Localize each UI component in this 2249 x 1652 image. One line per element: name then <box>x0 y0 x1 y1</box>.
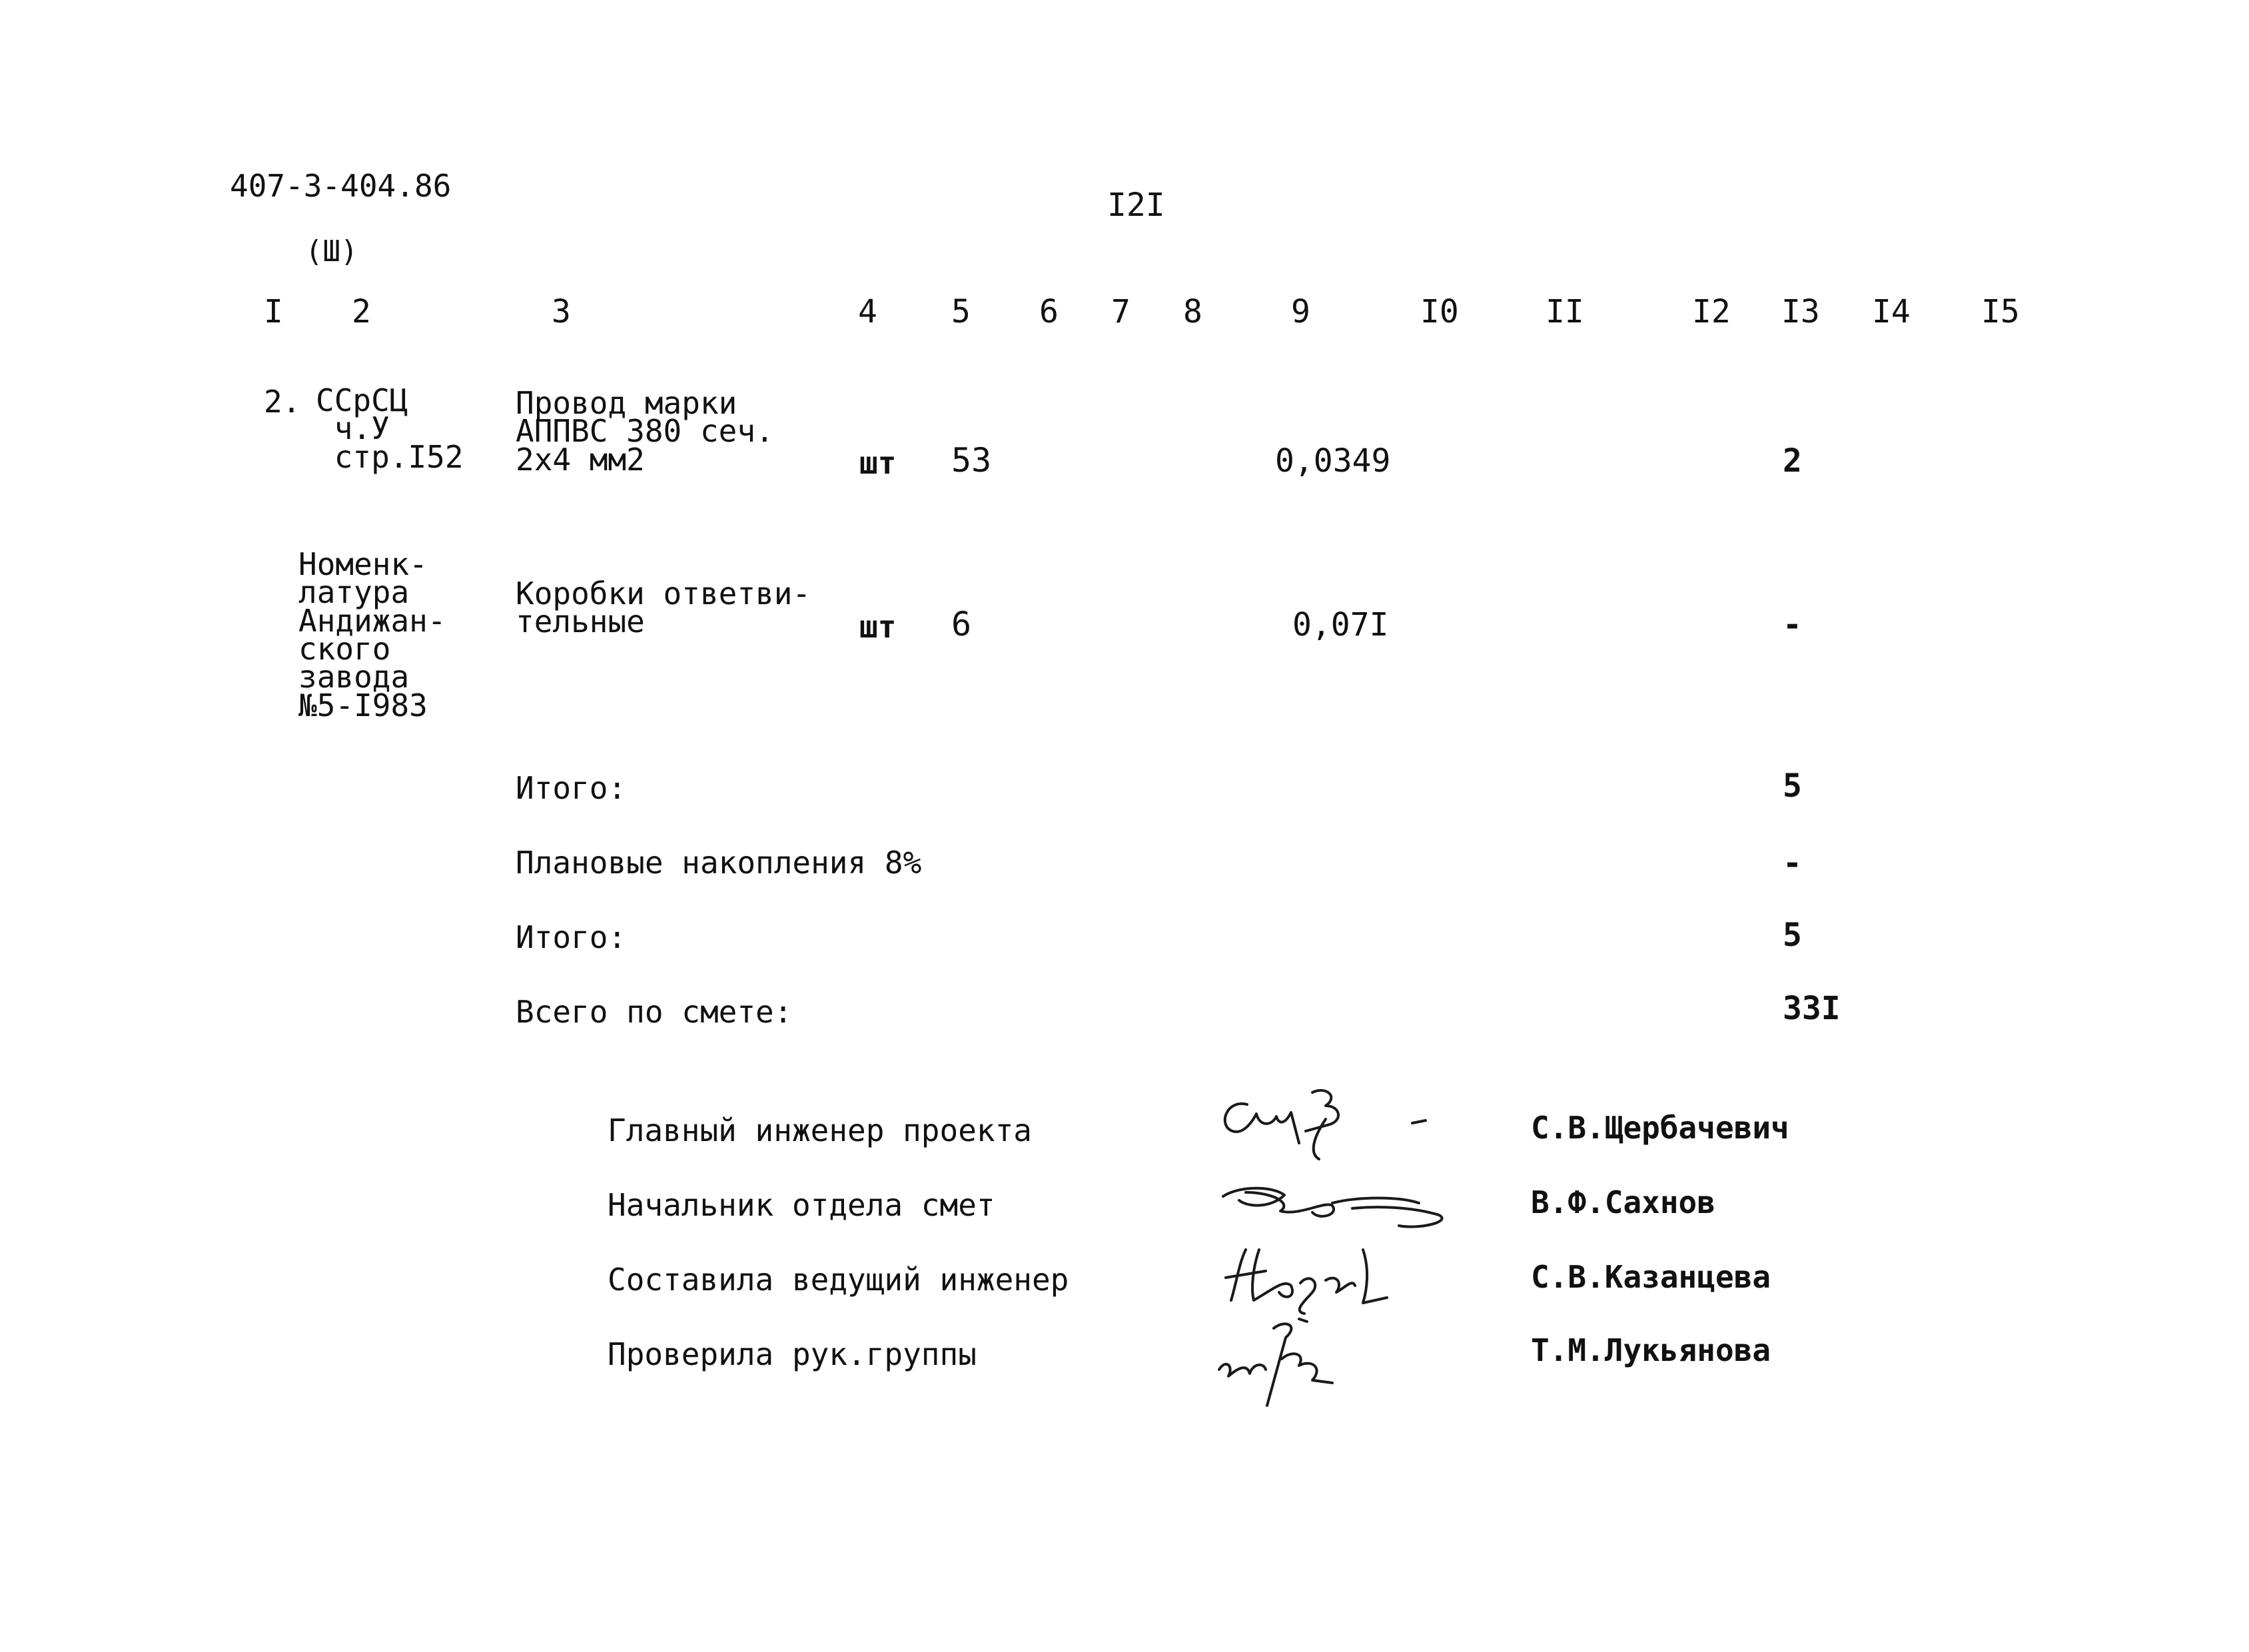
page-number: I2I <box>1107 187 1165 224</box>
handwritten-signature <box>1212 1079 1452 1172</box>
signature-name: В.Ф.Сахнов <box>1531 1184 1715 1220</box>
row-total: - <box>1783 606 1802 643</box>
row-price: 0,0349 <box>1275 442 1391 480</box>
column-header: 8 <box>1183 293 1202 330</box>
row-quantity: 53 <box>951 441 992 480</box>
row-source: Номенк- латура Андижан- ского завода №5-I983 <box>298 546 446 723</box>
row-unit: шт <box>859 609 897 645</box>
row-price: 0,07I <box>1292 606 1389 643</box>
summary-value: 5 <box>1783 917 1802 954</box>
handwritten-signature <box>1199 1306 1359 1426</box>
row-name: Коробки ответви- тельные <box>516 576 811 640</box>
column-header: I0 <box>1420 293 1459 330</box>
column-header: I2 <box>1692 293 1731 330</box>
row-quantity: 6 <box>951 605 972 643</box>
document-code: 407-3-404.86 <box>230 168 452 204</box>
row-number: 2. <box>264 384 301 420</box>
column-header: II <box>1546 293 1584 330</box>
summary-label: Итого: <box>516 919 627 955</box>
summary-value: - <box>1783 845 1802 882</box>
signature-name: С.В.Казанцева <box>1531 1259 1771 1295</box>
signature-role: Главный инженер проекта <box>608 1112 1032 1148</box>
signature-name: С.В.Щербачевич <box>1531 1110 1789 1146</box>
column-header: I4 <box>1872 293 1911 330</box>
column-header: I3 <box>1781 293 1820 330</box>
summary-value: 33I <box>1783 990 1841 1027</box>
row-name: Провод марки АППВС 380 сеч. 2х4 мм2 <box>516 385 774 478</box>
column-header: 2 <box>352 293 371 330</box>
summary-label: Всего по смете: <box>516 994 793 1030</box>
row-total: 2 <box>1783 442 1802 480</box>
row-unit: шт <box>859 445 897 481</box>
row-source: ССрСЦ ч.У стр.I52 <box>316 382 464 475</box>
signature-role: Проверила рук.группы <box>608 1336 977 1372</box>
summary-value: 5 <box>1783 767 1802 805</box>
column-header: 4 <box>858 293 877 330</box>
handwritten-signature <box>1199 1166 1459 1239</box>
column-header: I <box>264 293 283 330</box>
column-header: 3 <box>552 293 571 330</box>
signature-name: Т.М.Лукьянова <box>1531 1332 1771 1368</box>
column-header: 7 <box>1111 293 1130 330</box>
section-mark: (Ш) <box>305 234 358 268</box>
column-header: 9 <box>1291 293 1310 330</box>
column-header: I5 <box>1981 293 2020 330</box>
summary-label: Плановые накопления 8% <box>516 845 922 881</box>
summary-label: Итого: <box>516 770 627 806</box>
column-header: 5 <box>951 293 971 330</box>
column-header: 6 <box>1039 293 1059 330</box>
signature-role: Составила ведущий инженер <box>608 1262 1069 1298</box>
signature-role: Начальник отдела смет <box>608 1187 995 1223</box>
